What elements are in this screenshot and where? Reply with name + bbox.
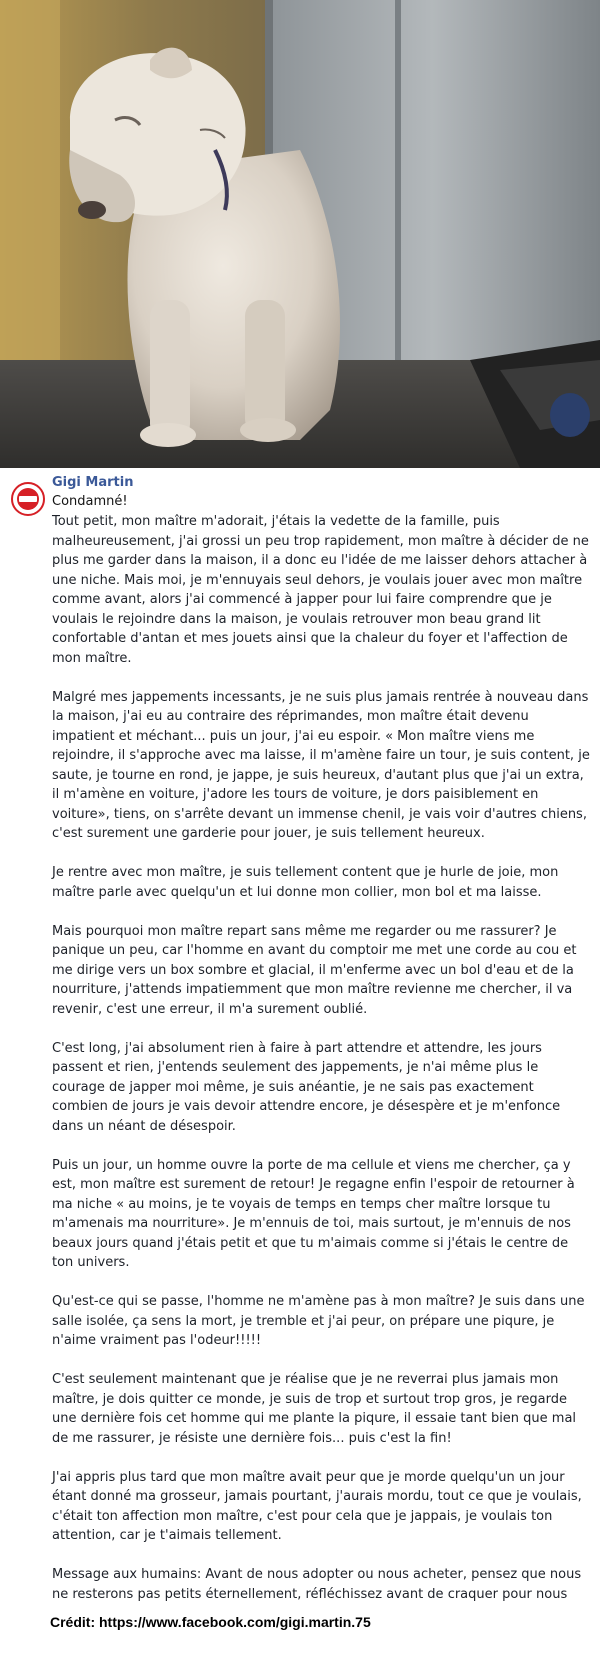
author-name-link[interactable]: Gigi Martin	[52, 475, 134, 490]
facebook-post	[0, 468, 600, 1655]
post-paragraph: C'est long, j'ai absolument rien à faire à part attendre et attendre, les jours passent et rien, j'entends seulement des jappements, je n'ai même plus le courage de japper moi même, je suis anéantie, je ne sais pas exactement combien de jours je vais devoir attendre encore, je désespère et je m'enfonce dans un néant de désespoir.	[52, 1040, 561, 1134]
post-paragraph: Qu'est-ce qui se passe, l'homme ne m'amène pas à mon maître? Je suis dans une salle isolée, ça sens la mort, je tremble et j'ai peur, on prépare une piqure, je n'aime vraiment pas l'odeur!!!!!	[52, 1294, 585, 1348]
post-title: Condamné!	[52, 494, 128, 509]
post-body	[52, 512, 592, 1624]
post-paragraph: Puis un jour, un homme ouvre la porte de ma cellule et viens me chercher, ça y est, mon maître est surement de retour! Je regagne enfin l'espoir de retourner à ma niche « au moins, je te voyais de temps en temps cher maître lorsque tu m'amenais ma nourriture». Je m'ennuis de toi, mais surtout, je m'ennuis de nos beaux jours quand j'étais petit et que tu m'aimais comme si j'étais le centre de ton univers.	[52, 1157, 575, 1270]
credit-line: Crédit: https://www.facebook.com/gigi.martin.75	[50, 1614, 371, 1630]
post-paragraph: Malgré mes jappements incessants, je ne suis plus jamais rentrée à nouveau dans la maison, j'ai eu au contraire des réprimandes, mon maître était devenu impatient et méchant... puis un jour, j'ai eu espoir. « Mon maître viens me rejoindre, il s'approche avec ma laisse, il m'amène faire un tour, je suis content, je saute, je tourne en rond, je jappe, je suis heureux, d'autant plus que j'ai un extra, il m'amène en voiture, j'adore les tours de voiture, je dors paisiblement en voiture», tiens, on s'arrête devant un immense chenil, je vais voir d'autres chiens, c'est surement une garderie pour jouer, je suis tellement heureux.	[52, 689, 590, 841]
post-paragraph: Je rentre avec mon maître, je suis tellement content que je hurle de joie, mon maître parle avec quelqu'un et lui donne mon collier, mon bol et ma laisse.	[52, 865, 559, 900]
author-avatar[interactable]	[11, 482, 45, 516]
dog-photo	[0, 0, 600, 468]
post-paragraph: J'ai appris plus tard que mon maître avait peur que je morde quelqu'un un jour étant donné ma grosseur, jamais pourtant, j'aurais mordu, tout ce que je voulais, c'était ton affection mon maître, c'est pour cela que je jappais, je voulais ton attention, car je t'aimais tellement.	[52, 1469, 582, 1543]
post-paragraph: C'est seulement maintenant que je réalise que je ne reverrai plus jamais mon maître, je dois quitter ce monde, je suis de trop et surtout trop gros, je regarde une dernière fois cet homme qui me plante la piqure, il essaie tant bien que mal de me rassurer, je résiste une dernière fois... puis c'est la fin!	[52, 1372, 577, 1446]
post-paragraph: Tout petit, mon maître m'adorait, j'étais la vedette de la famille, puis malheureusement, j'ai grossi un peu trop rapidement, mon maître à décider de ne plus me garder dans la maison, il a donc eu l'idée de me laisser dehors attacher à une niche. Mais moi, je m'ennuyais seul dehors, je voulais jouer avec mon maître comme avant, alors j'ai commencé à japper pour lui faire comprendre que je voulais le rejoindre dans la maison, je voulais retrouver mon beau grand lit confortable d'antan et mes jouets ainsi que la chaleur du foyer et l'affection de mon maître.	[52, 514, 589, 666]
dog-photo-image	[0, 0, 600, 468]
no-entry-icon	[17, 488, 39, 510]
post-paragraph: Message aux humains: Avant de nous adopter ou nous acheter, pensez que nous ne resterons pas petits éternellement, réfléchissez avant de craquer pour nous	[52, 1567, 582, 1602]
post-paragraph: Mais pourquoi mon maître repart sans même me regarder ou me rassurer? Je panique un peu, car l'homme en avant du comptoir me met une corde au cou et me dirige vers un box sombre et glacial, il m'enferme avec un bol d'eau et de la nourriture, j'attends impatiemment que mon maître revienne me chercher, il va revenir, c'est une erreur, il m'a surement oublié.	[52, 923, 577, 1017]
